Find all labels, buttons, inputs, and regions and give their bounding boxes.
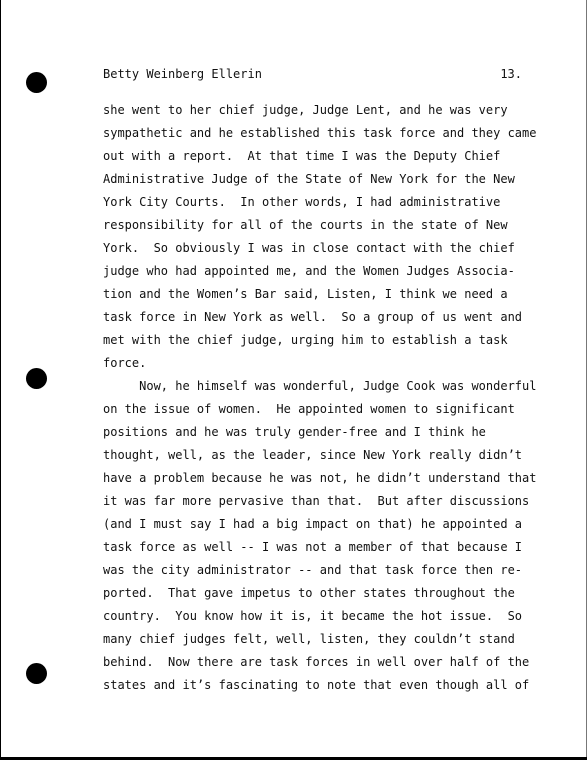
text-line: met with the chief judge, urging him to establish a task [103, 333, 508, 347]
text-line: Administrative Judge of the State of New York for the New [103, 172, 515, 186]
text-line: it was far more pervasive than that. But after discussions [103, 494, 530, 508]
binder-hole-icon [26, 72, 47, 93]
text-line: sympathetic and he established this task force and they came [103, 126, 537, 140]
text-line: ported. That gave impetus to other states throughout the [103, 586, 515, 600]
text-line: she went to her chief judge, Judge Lent, and he was very [103, 103, 508, 117]
binder-hole-icon [26, 368, 47, 389]
text-line: York City Courts. In other words, I had administrative [103, 195, 501, 209]
text-line: responsibility for all of the courts in the state of New [103, 218, 508, 232]
text-line: judge who had appointed me, and the Women Judges Associa- [103, 264, 515, 278]
text-line: (and I must say I had a big impact on that) he appointed a [103, 517, 523, 531]
text-line: York. So obviously I was in close contact with the chief [103, 241, 515, 255]
body-text [103, 99, 537, 697]
text-line: have a problem because he was not, he didn’t understand that [103, 471, 537, 485]
text-line: behind. Now there are task forces in well over half of the [103, 655, 530, 669]
text-line: country. You know how it is, it became the hot issue. So [103, 609, 523, 623]
page-number: 13. [500, 67, 522, 81]
text-line: Now, he himself was wonderful, Judge Cook was wonderful [103, 379, 537, 393]
text-line: was the city administrator -- and that task force then re- [103, 563, 523, 577]
text-line: many chief judges felt, well, listen, they couldn’t stand [103, 632, 515, 646]
text-line: tion and the Women’s Bar said, Listen, I think we need a [103, 287, 508, 301]
text-line: task force as well -- I was not a member of that because I [103, 540, 523, 554]
text-line: thought, well, as the leader, since New York really didn’t [103, 448, 523, 462]
text-line: positions and he was truly gender-free and I think he [103, 425, 486, 439]
page-left-edge [0, 0, 1, 760]
text-line: states and it’s fascinating to note that even though all of [103, 678, 530, 692]
text-line: force. [103, 356, 147, 370]
page-header [103, 67, 522, 85]
binder-hole-icon [26, 663, 47, 684]
text-line: on the issue of women. He appointed women to significant [103, 402, 515, 416]
text-line: task force in New York as well. So a group of us went and [103, 310, 523, 324]
text-line: out with a report. At that time I was the Deputy Chief [103, 149, 501, 163]
header-name: Betty Weinberg Ellerin [103, 67, 262, 81]
